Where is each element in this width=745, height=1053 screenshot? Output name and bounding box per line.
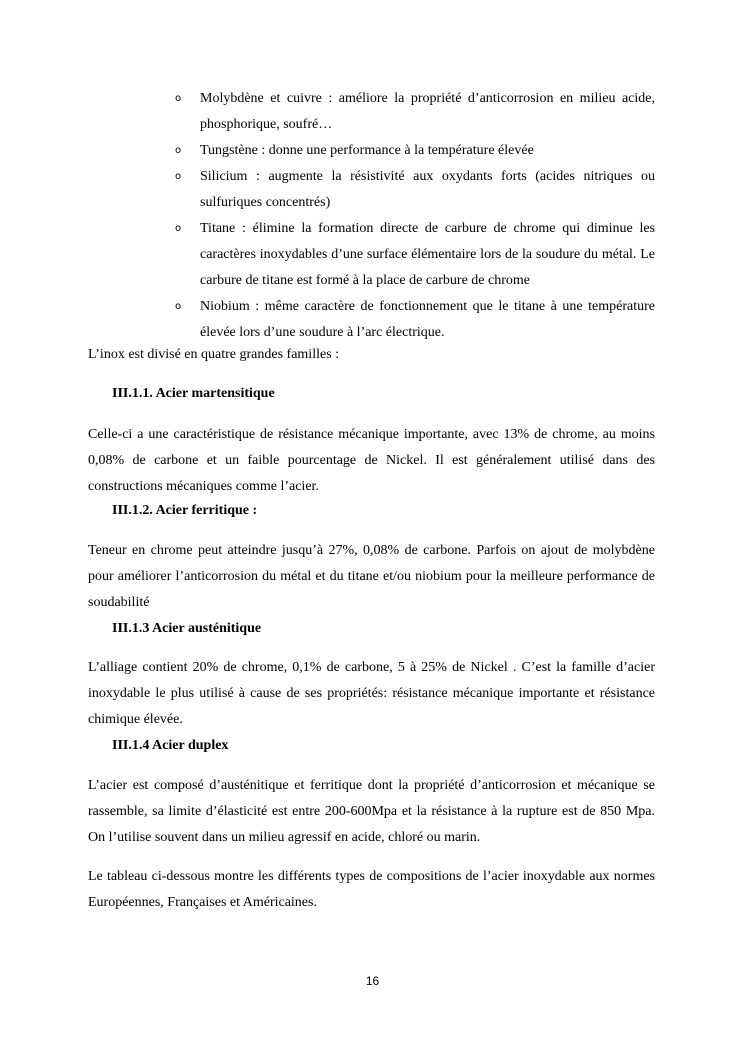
- list-item: o Silicium : augmente la résistivité aux oxydants forts (acides nitriques ou sulfuriques concentrés): [200, 164, 655, 216]
- list-item: o Molybdène et cuivre : améliore la propriété d’anticorrosion en milieu acide, phosphorique, soufré…: [200, 86, 655, 138]
- page-number: 16: [365, 974, 380, 988]
- paragraph-martensitique: Celle-ci a une caractéristique de résistance mécanique importante, avec 13% de chrome, au moins 0,08% de carbone et un faible pourcentage de Nickel. Il est généralement utilisé dans des constructions mécaniques comme l’acier.: [88, 427, 655, 494]
- circle-bullet-icon: o: [175, 171, 182, 182]
- heading-martensitique: III.1.1. Acier martensitique: [112, 386, 275, 401]
- list-item: o Niobium : même caractère de fonctionnement que le titane à une température élevée lors d’une soudure à l’arc électrique.: [200, 294, 655, 346]
- list-item: o Titane : élimine la formation directe de carbure de chrome qui diminue les caractères inoxydables d’une surface élémentaire lors de la soudure du métal. Le carbure de titane est formé à la place de carbure de chrome: [200, 216, 655, 294]
- circle-bullet-icon: o: [175, 145, 182, 156]
- families-intro: L’inox est divisé en quatre grandes familles :: [88, 347, 340, 362]
- element-effects-list: [0, 86, 745, 346]
- paragraph-duplex: L’acier est composé d’austénitique et ferritique dont la propriété d’anticorrosion et mécanique se rassemble, sa limite d’élasticité est entre 200-600Mpa et la résistance à la rupture est de 850 Mpa. On l’utilise souvent dans un milieu agressif en acide, chloré ou marin.: [88, 778, 655, 845]
- heading-duplex: III.1.4 Acier duplex: [112, 738, 229, 753]
- list-item: o Tungstène : donne une performance à la température élevée: [200, 138, 655, 164]
- paragraph-table-intro: Le tableau ci-dessous montre les différents types de compositions de l’acier inoxydable aux normes Européennes, Françaises et Américaines.: [88, 869, 655, 910]
- heading-ferritique: III.1.2. Acier ferritique :: [112, 503, 258, 518]
- heading-austenitique: III.1.3 Acier austénitique: [112, 621, 262, 636]
- circle-bullet-icon: o: [175, 223, 182, 234]
- paragraph-ferritique: Teneur en chrome peut atteindre jusqu’à 27%, 0,08% de carbone. Parfois on ajout de molybdène pour améliorer l’anticorrosion du métal et du titane et/ou niobium pour la meilleure performance de soudabilité: [88, 543, 655, 610]
- circle-bullet-icon: o: [175, 93, 182, 104]
- paragraph-austenitique: L’alliage contient 20% de chrome, 0,1% de carbone, 5 à 25% de Nickel . C’est la famille d’acier inoxydable le plus utilisé à cause de ses propriétés: résistance mécanique importante et résistance chimique élevée.: [88, 660, 655, 727]
- circle-bullet-icon: o: [175, 301, 182, 312]
